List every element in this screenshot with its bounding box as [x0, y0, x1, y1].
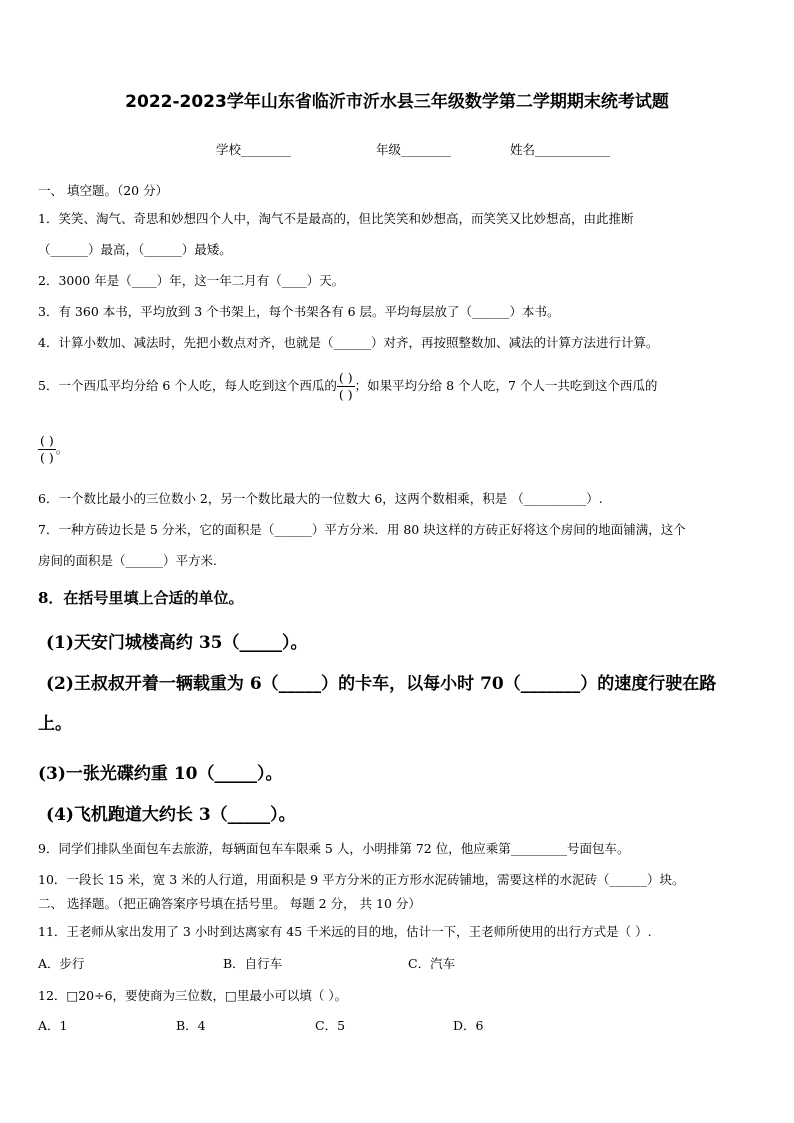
q11-option-a: A．步行 [38, 956, 85, 971]
q12-option-c: C．5 [315, 1018, 346, 1033]
fraction-numerator: ( ) [38, 435, 56, 451]
question-1-line2: （______）最高，（______）最矮。 [38, 242, 232, 257]
question-2: 2．3000 年是（____）年，这一年二月有（____）天。 [38, 273, 345, 288]
question-5-line1 [38, 365, 657, 407]
question-5-text-a: 5．一个西瓜平均分给 6 个人吃，每人吃到这个西瓜的 [38, 378, 337, 393]
question-10: 10．一段长 15 米，宽 3 米的人行道，用面积是 9 平方分米的正方形水泥砖铺地，需要这样的水泥砖（______）块。 [38, 872, 685, 887]
question-5-line2 [38, 428, 68, 470]
q12-option-a: A．1 [38, 1018, 68, 1033]
question-1-line1: 1．笑笑、淘气、奇思和妙想四个人中，淘气不是最高的，但比笑笑和妙想高，而笑笑又比妙想高，由此推断 [38, 211, 634, 226]
question-12: 12．□20÷6，要使商为三位数，□里最小可以填（ ）。 [38, 988, 348, 1003]
question-8-3: (3)一张光碟约重 10（_____）。 [38, 764, 283, 784]
question-7-line2: 房间的面积是（______）平方米. [38, 553, 217, 568]
q11-option-c: C．汽车 [408, 956, 456, 971]
q12-option-d: D．6 [453, 1018, 484, 1033]
question-4: 4．计算小数加、减法时，先把小数点对齐，也就是（______）对齐，再按照整数加、减法的计算方法进行计算。 [38, 335, 659, 350]
page-title: 2022-2023学年山东省临沂市沂水县三年级数学第二学期期末统考试题 [125, 92, 669, 112]
question-8-2-line2: 上。 [38, 714, 72, 734]
school-field: 学校________ [216, 142, 292, 157]
question-11: 11．王老师从家出发用了 3 小时到达离家有 45 千米远的目的地，估计一下，王老师所使用的出行方式是（ ）. [38, 924, 652, 939]
question-3: 3．有 360 本书，平均放到 3 个书架上，每个书架各有 6 层。平均每层放了（______）本书。 [38, 304, 560, 319]
grade-field: 年级________ [376, 142, 452, 157]
section2-heading: 二、 选择题。（把正确答案序号填在括号里。 每题 2 分， 共 10 分） [38, 896, 421, 911]
fraction-denominator: ( ) [338, 387, 353, 402]
section1-heading: 一、 填空题。（20 分） [38, 183, 169, 198]
fraction-blank-1 [337, 369, 355, 402]
question-8-4: (4)飞机跑道大约长 3（_____）。 [46, 805, 296, 825]
q12-option-b: B．4 [176, 1018, 206, 1033]
question-5-end: 。 [55, 441, 69, 456]
question-9: 9．同学们排队坐面包车去旅游，每辆面包车车限乘 5 人，小明排第 72 位，他应乘第_________号面包车。 [38, 841, 630, 856]
fraction-blank-2 [38, 432, 56, 465]
question-6: 6．一个数比最小的三位数小 2，另一个数比最大的一位数大 6，这两个数相乘，积是 （__________）. [38, 491, 603, 506]
q11-option-b: B．自行车 [223, 956, 283, 971]
question-8-1: (1)天安门城楼高约 35（_____）。 [46, 633, 308, 653]
fraction-numerator: ( ) [337, 372, 355, 388]
question-8-2-line1: (2)王叔叔开着一辆载重为 6（_____）的卡车，以每小时 70（_______）的速度行驶在路 [46, 674, 717, 694]
question-8: 8．在括号里填上合适的单位。 [38, 589, 244, 607]
name-field: 姓名____________ [510, 142, 611, 157]
question-5-text-b: ；如果平均分给 8 个人吃，7 个人一共吃到这个西瓜的 [354, 378, 658, 393]
fraction-denominator: ( ) [40, 450, 54, 465]
question-7-line1: 7．一种方砖边长是 5 分米，它的面积是（______）平方分米．用 80 块这样的方砖正好将这个房间的地面铺满，这个 [38, 522, 686, 537]
